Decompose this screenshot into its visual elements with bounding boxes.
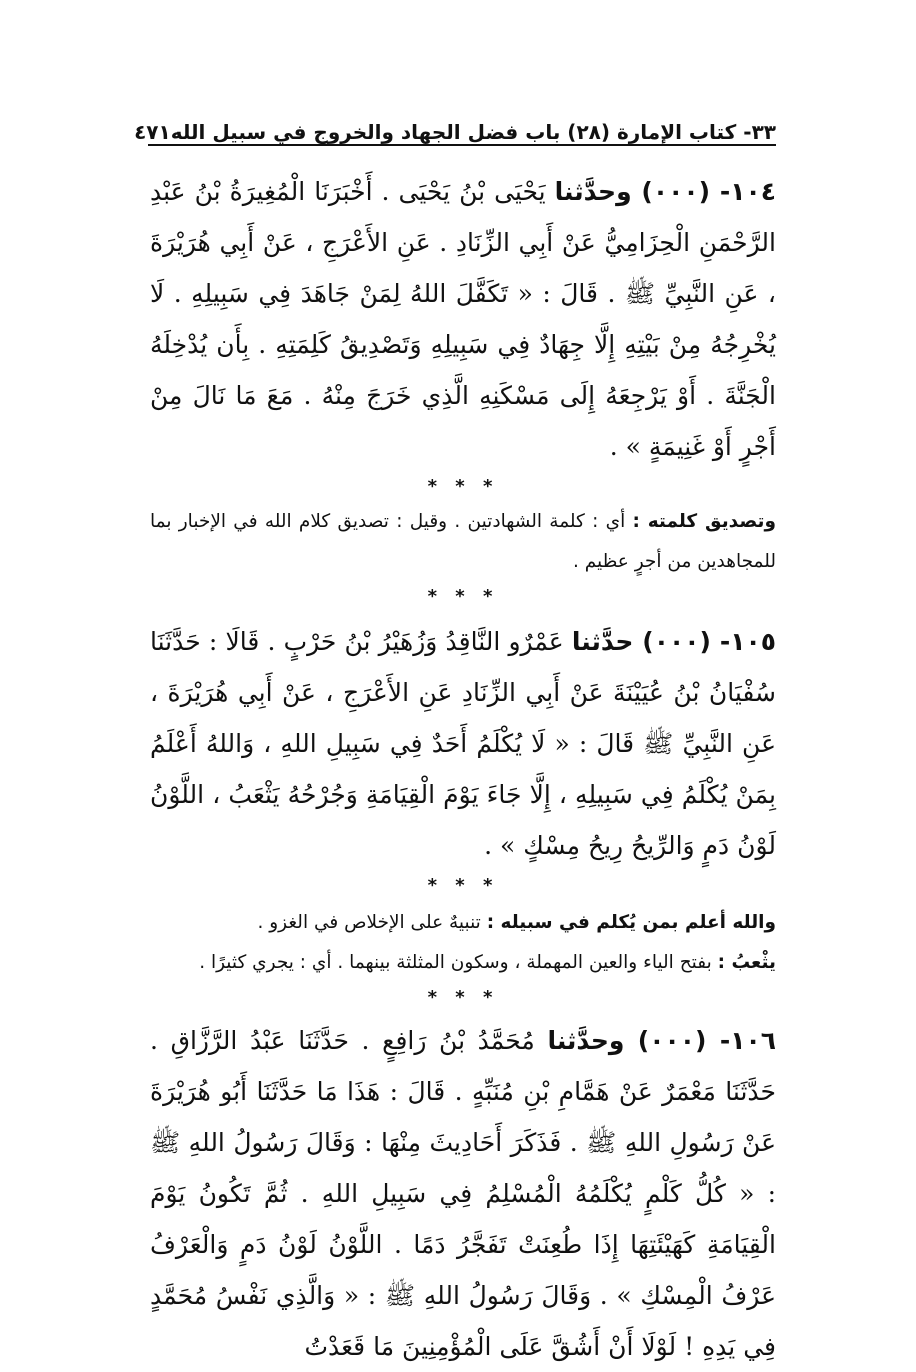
separator-stars: * * * (427, 875, 499, 896)
header-rule (148, 144, 776, 146)
hadith-106-text: مُحَمَّدُ بْنُ رَافِعٍ . حَدَّثَنَا عَبْدُ الرَّزَّاقِ . حَدَّثَنَا مَعْمَرٌ عَنْ هَمَّامِ بْنِ مُنَبِّهٍ . قَالَ : هَذَا مَا حَدَّثَنَا أَبُو هُرَيْرَةَ عَنْ رَسُولِ اللهِ ﷺ . فَذَكَرَ أَحَادِيثَ مِنْهَا : وَقَالَ رَسُولُ اللهِ ﷺ : « كُلُّ كَلْمٍ يُكْلَمُهُ الْمُسْلِمُ فِي سَبِيلِ اللهِ . ثُمَّ تَكُونُ يَوْمَ الْقِيَامَةِ كَهَيْئَتِهَا إِذَا طُعِنَتْ تَفَجَّرُ دَمًا . اللَّوْنُ لَوْنُ دَمٍ وَالْعَرْفُ عَرْفُ الْمِسْكِ » . وَقَالَ رَسُولُ اللهِ ﷺ : « وَالَّذِي نَفْسُ مُحَمَّدٍ فِي يَدِهِ ! لَوْلَا أَنْ أَشُقَّ عَلَى الْمُؤْمِنِينَ مَا قَعَدْتُ (150, 1026, 776, 1361)
note-2-term-2: يثْعبُ : (717, 952, 776, 973)
note-2-term-1: والله أعلم بمن يُكلم في سبيله : (486, 912, 776, 933)
hadith-105-number: ١٠٥- (٠٠٠) حدَّثنا (571, 627, 776, 656)
note-1-term: وتصديق كلمته : (632, 511, 777, 532)
commentary-note-1 (150, 502, 776, 582)
hadith-106-number: ١٠٦- (٠٠٠) وحدَّثنا (547, 1026, 777, 1055)
separator-stars: * * * (427, 987, 499, 1008)
note-2-text-2: بفتح الياء والعين المهملة ، وسكون المثلثة بينهما . أي : يجري كثيرًا . (199, 952, 718, 973)
hadith-104-text: يَحْيَى بْنُ يَحْيَى . أَخْبَرَنَا الْمُغِيرَةُ بْنُ عَبْدِ الرَّحْمَنِ الْحِزَامِيُّ عَنْ أَبِي الزِّنَادِ . عَنِ الأَعْرَجِ ، عَنْ أَبِي هُرَيْرَةَ ، عَنِ النَّبِيِّ ﷺ . قَالَ : « تَكَفَّلَ اللهُ لِمَنْ جَاهَدَ فِي سَبِيلِهِ . لَا يُخْرِجُهُ مِنْ بَيْتِهِ إِلَّا جِهَادٌ فِي سَبِيلِهِ وَتَصْدِيقُ كَلِمَتِهِ . بِأَن يُدْخِلَهُ الْجَنَّةَ . أَوْ يَرْجِعَهُ إِلَى مَسْكَنِهِ الَّذِي خَرَجَ مِنْهُ . مَعَ مَا نَالَ مِنْ أَجْرٍ أَوْ غَنِيمَةٍ » . (150, 177, 776, 461)
page-header (134, 100, 776, 144)
hadith-106 (150, 1015, 776, 1372)
page-body (150, 158, 776, 1372)
separator-stars: * * * (427, 476, 499, 497)
hadith-104-number: ١٠٤- (٠٠٠) وحدَّثنا (554, 177, 776, 206)
note-2-line-1 (150, 903, 776, 943)
commentary-note-2 (150, 903, 776, 983)
note-1-text: أي : كلمة الشهادتين . وقيل : تصديق كلام الله في الإخبار بما للمجاهدين من أجرٍ عظيم . (150, 511, 776, 572)
page-number: ٤٧١ (134, 120, 171, 144)
running-title: ٣٣- كتاب الإمارة (٢٨) باب فضل الجهاد والخروج في سبيل الله (170, 120, 776, 144)
note-2-line-2 (150, 943, 776, 983)
hadith-105-text: عَمْرٌو النَّاقِدُ وَزُهَيْرُ بْنُ حَرْبٍ . قَالَا : حَدَّثَنَا سُفْيَانُ بْنُ عُيَيْنَةَ عَنْ أَبِي الزِّنَادِ عَنِ الأَعْرَجِ ، عَنْ أَبِي هُرَيْرَةَ ، عَنِ النَّبِيِّ ﷺ قَالَ : « لَا يُكْلَمُ أَحَدٌ فِي سَبِيلِ اللهِ ، وَاللهُ أَعْلَمُ بِمَنْ يُكْلَمُ فِي سَبِيلِهِ ، إِلَّا جَاءَ يَوْمَ الْقِيَامَةِ وَجُرْحُهُ يَثْعَبُ ، اللَّوْنُ لَوْنُ دَمٍ وَالرِّيحُ رِيحُ مِسْكٍ » . (150, 627, 776, 860)
note-2-text-1: تنبيهٌ على الإخلاص في الغزو . (257, 912, 487, 933)
hadith-104 (150, 166, 776, 472)
hadith-105 (150, 616, 776, 871)
separator-stars: * * * (427, 586, 499, 607)
